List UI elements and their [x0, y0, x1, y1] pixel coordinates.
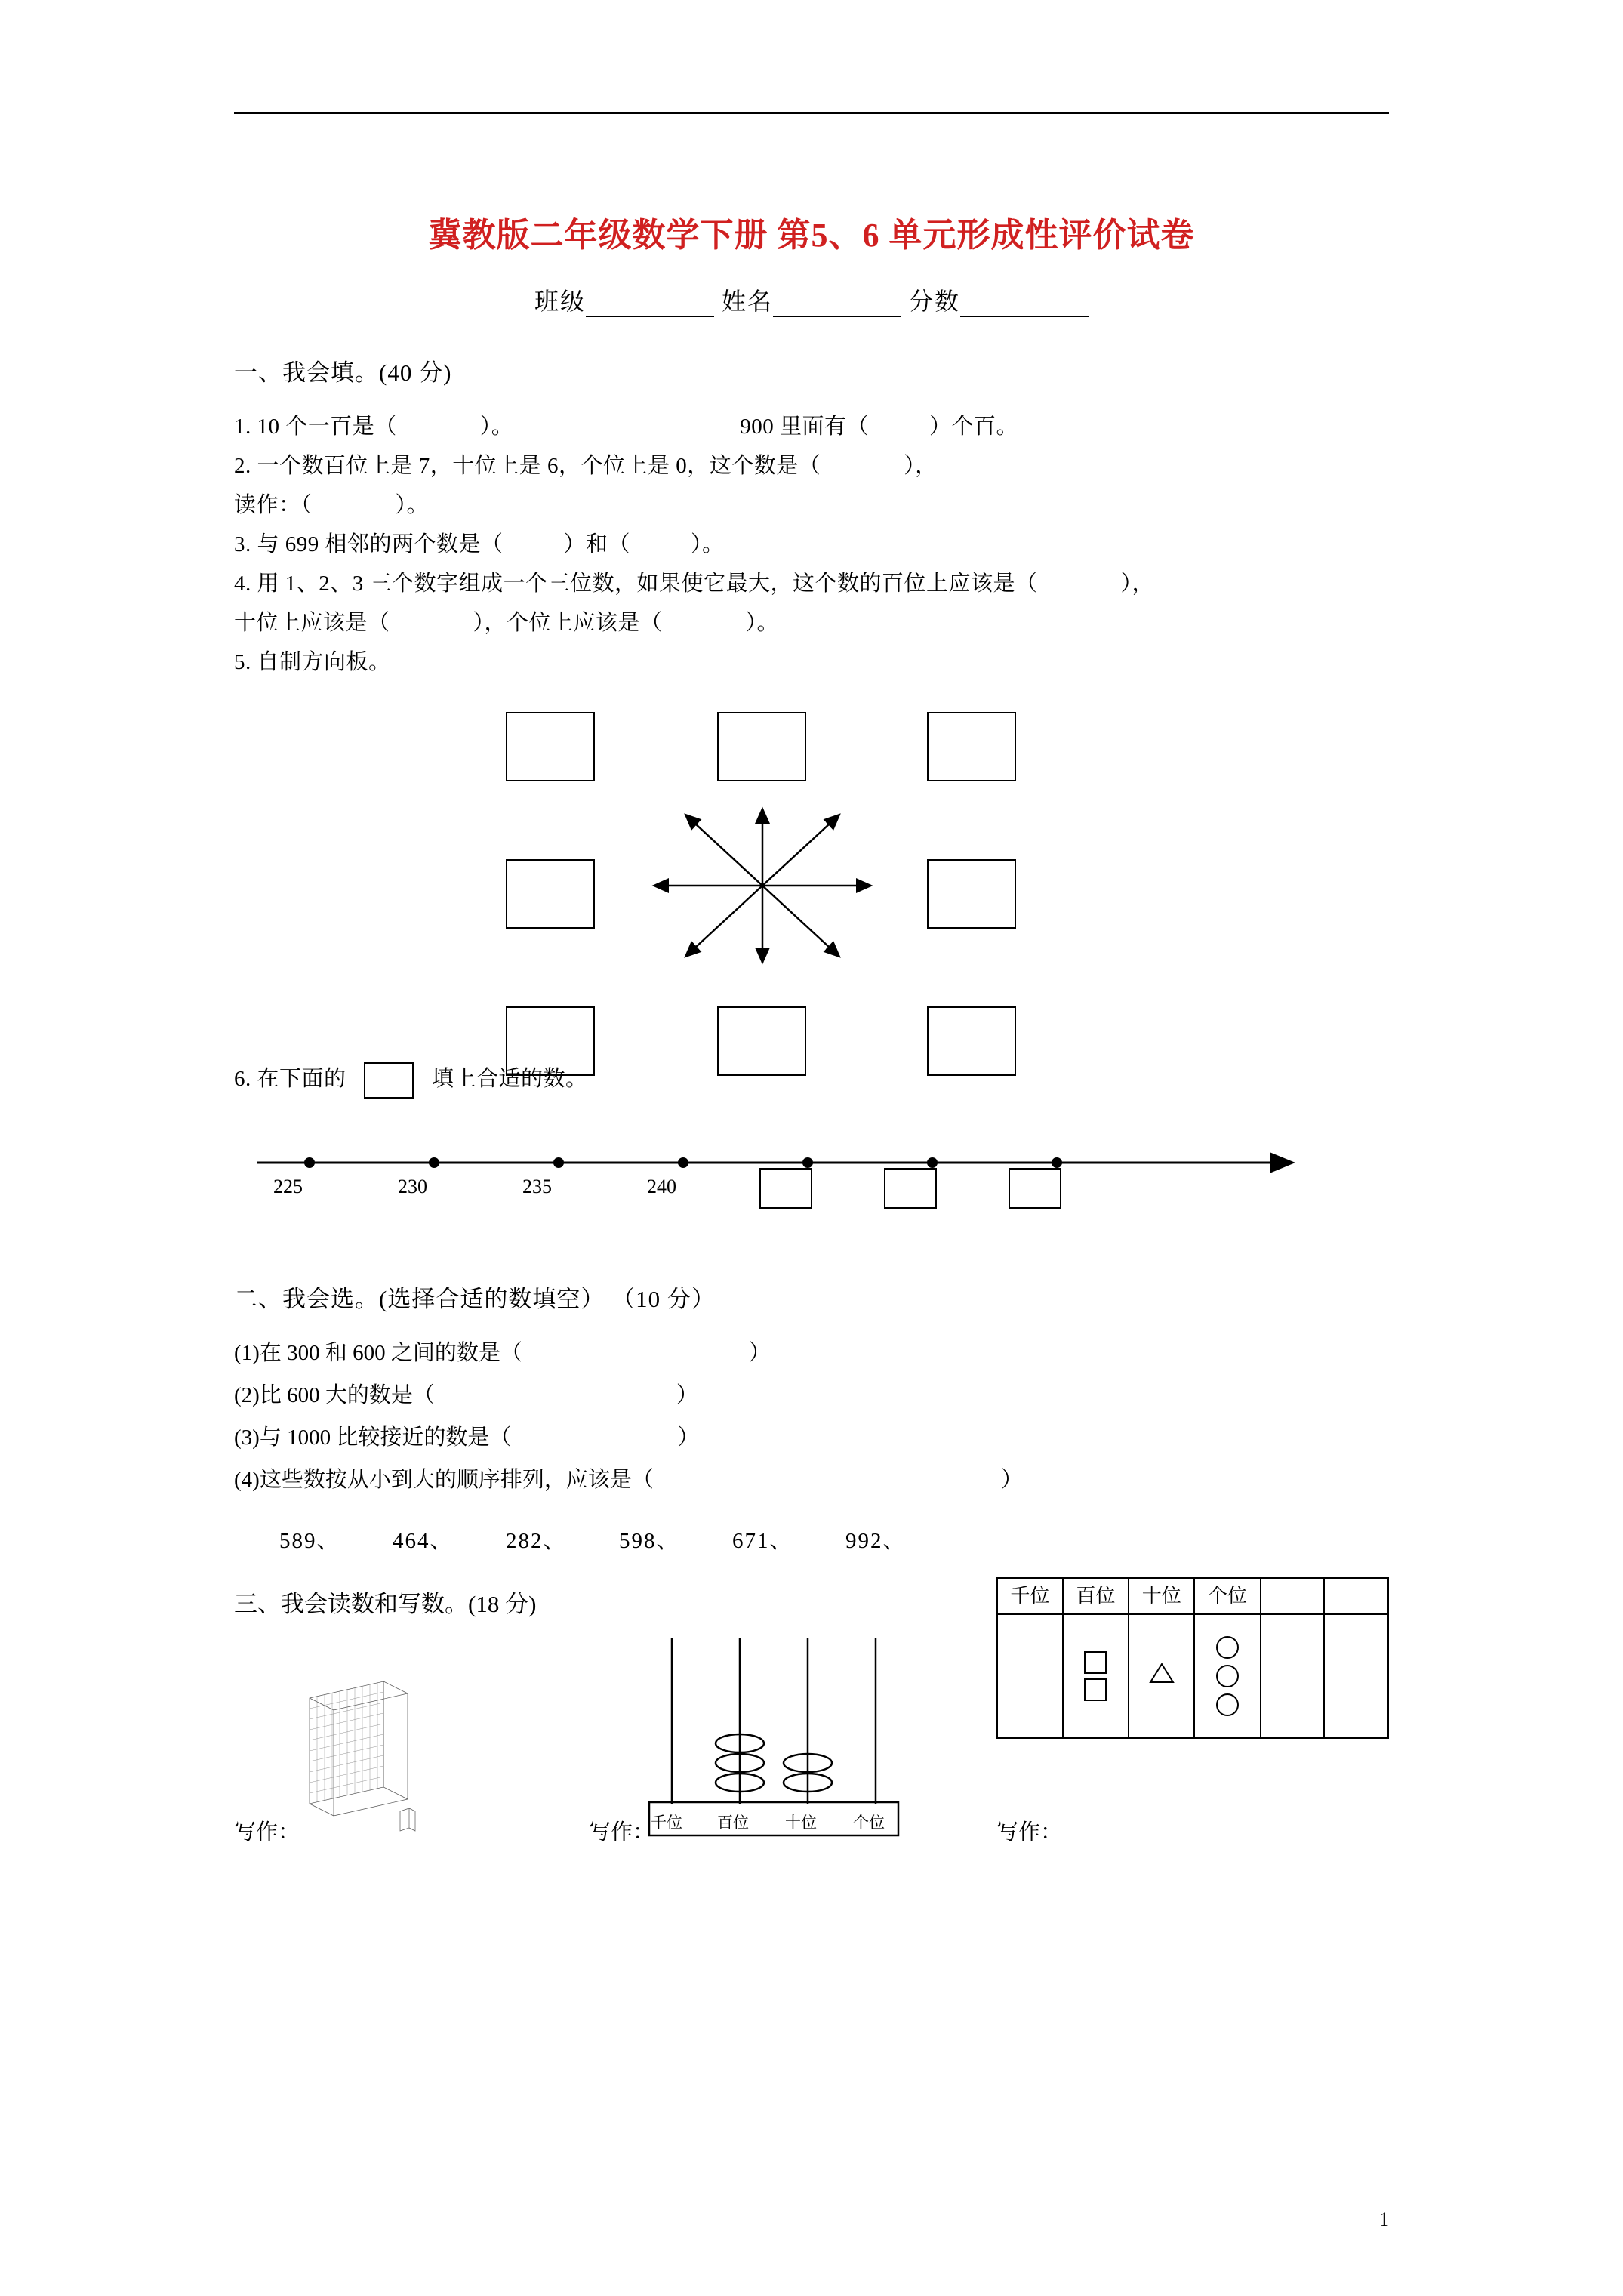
- choice-3-end: ）: [677, 1425, 700, 1450]
- cell-hundreds[interactable]: [1063, 1614, 1129, 1738]
- section-1-heading: 一、我会填。(40 分): [234, 359, 452, 386]
- choice-item-4: [234, 1459, 1389, 1501]
- abacus-label-hundreds: 百位: [717, 1814, 749, 1832]
- board-box-se[interactable]: [927, 1006, 1016, 1076]
- direction-board-diagram: [234, 689, 1389, 1082]
- section-3-heading: 三、我会读数和写数。(18 分): [234, 1591, 537, 1618]
- eight-direction-arrows-icon: [642, 803, 883, 969]
- q1-part-b: 900 里面有（: [740, 415, 870, 439]
- question-1: [234, 407, 1389, 446]
- class-blank[interactable]: [586, 293, 714, 317]
- number-line-answer-box-2[interactable]: [884, 1168, 937, 1209]
- student-info-line: [234, 282, 1389, 317]
- number-line-label-240: 240: [647, 1176, 676, 1198]
- abacus-label-ones: 个位: [853, 1814, 885, 1832]
- choice-item-2: [234, 1374, 1389, 1416]
- place-value-table-grid: [996, 1577, 1389, 1739]
- write-label-1: 写作：: [234, 1820, 300, 1845]
- number-line-answer-box-1[interactable]: [759, 1168, 812, 1209]
- pool-number-2: 464、: [393, 1529, 454, 1554]
- choice-1-end: ）: [748, 1341, 771, 1366]
- number-line-answer-box-3[interactable]: [1009, 1168, 1061, 1209]
- page-number: 1: [1379, 2208, 1389, 2230]
- name-label: 姓名: [721, 288, 773, 315]
- question-3: [234, 525, 1389, 564]
- question-4-line2: [234, 603, 1389, 643]
- q2-part-a: 2. 一个数百位上是 7，十位上是 6，个位上是 0，这个数是（: [234, 454, 821, 478]
- pool-number-5: 671、: [732, 1529, 793, 1554]
- write-label-3: 写作：: [996, 1820, 1063, 1845]
- base-ten-block-icon: [294, 1668, 430, 1841]
- header-rule: [234, 112, 1389, 114]
- table-row-headers: [997, 1578, 1388, 1614]
- q1-part-a-end: ）。: [479, 415, 514, 439]
- q6-part-a: 6. 在下面的: [234, 1067, 346, 1091]
- header-tens: 十位: [1129, 1578, 1194, 1614]
- question-4: [234, 564, 1389, 603]
- q2-part-b-end: ）。: [395, 493, 430, 517]
- choice-item-3: [234, 1416, 1389, 1459]
- place-value-table: [996, 1577, 1389, 1739]
- page-title: 冀教版二年级数学下册 第5、6 单元形成性评价试卷: [428, 217, 1195, 254]
- page-content: [234, 174, 1389, 1902]
- pool-number-6: 992、: [845, 1529, 907, 1554]
- number-line-label-230: 230: [398, 1176, 427, 1198]
- triangle-shape-icon: [1149, 1662, 1175, 1684]
- number-line-label-225: 225: [273, 1176, 303, 1198]
- number-line-label-235: 235: [522, 1176, 552, 1198]
- question-2: [234, 446, 1389, 485]
- name-blank[interactable]: [773, 293, 901, 317]
- q1-part-b-end: ）个百。: [929, 415, 1019, 439]
- cell-ones[interactable]: [1194, 1614, 1260, 1738]
- board-box-sw[interactable]: [506, 1006, 595, 1076]
- header-hundreds: 百位: [1063, 1578, 1129, 1614]
- choice-4-text: (4)这些数按从小到大的顺序排列，应该是（: [234, 1468, 654, 1493]
- board-box-nw[interactable]: [506, 712, 595, 781]
- question-2-line2: [234, 485, 1389, 525]
- abacus-label-tens: 十位: [785, 1814, 817, 1832]
- square-shape-icon: [1084, 1651, 1107, 1674]
- score-label: 分数: [909, 288, 961, 315]
- cell-extra-2[interactable]: [1324, 1614, 1388, 1738]
- cell-extra-1[interactable]: [1261, 1614, 1325, 1738]
- q4-part-a: 4. 用 1、2、3 三个数字组成一个三位数，如果使它最大，这个数的百位上应该是（: [234, 572, 1038, 596]
- q3-mid: ）和（: [563, 532, 631, 556]
- section-3: [234, 1585, 1389, 1902]
- header-extra-1: [1261, 1578, 1325, 1614]
- board-box-ne[interactable]: [927, 712, 1016, 781]
- pool-number-1: 589、: [279, 1529, 340, 1554]
- q4-part-a-end: ），: [1120, 572, 1155, 596]
- choice-1-text: (1)在 300 和 600 之间的数是（: [234, 1341, 522, 1366]
- choice-item-1: [234, 1332, 1389, 1374]
- choice-4-end: ）: [1000, 1468, 1023, 1493]
- board-box-s[interactable]: [717, 1006, 806, 1076]
- q3-part-a: 3. 与 699 相邻的两个数是（: [234, 532, 504, 556]
- q2-part-b: 读作：（: [234, 493, 313, 517]
- q2-part-a-end: ），: [904, 454, 938, 478]
- square-shape-icon: [1084, 1678, 1107, 1701]
- cell-thousands[interactable]: [997, 1614, 1063, 1738]
- circle-shape-icon: [1216, 1636, 1239, 1659]
- number-pool: [234, 1524, 1389, 1555]
- q3-end: ）。: [691, 532, 725, 556]
- choice-2-text: (2)比 600 大的数是（: [234, 1383, 435, 1408]
- board-box-w[interactable]: [506, 859, 595, 929]
- abacus-label-thousands: 千位: [651, 1814, 682, 1832]
- table-row-values: [997, 1614, 1388, 1738]
- board-box-e[interactable]: [927, 859, 1016, 929]
- choice-2-end: ）: [676, 1383, 698, 1408]
- q4-part-b: 十位上应该是（: [234, 611, 390, 635]
- pool-number-4: 598、: [619, 1529, 680, 1554]
- cell-tens[interactable]: [1129, 1614, 1194, 1738]
- q4-part-b-end: ）。: [745, 611, 780, 635]
- choice-3-text: (3)与 1000 比较接近的数是（: [234, 1425, 512, 1450]
- write-label-2: 写作：: [589, 1820, 655, 1845]
- header-thousands: 千位: [997, 1578, 1063, 1614]
- pool-number-3: 282、: [506, 1529, 567, 1554]
- header-ones: 个位: [1194, 1578, 1260, 1614]
- section-2-heading: 二、我会选。(选择合适的数填空） （10 分）: [234, 1286, 716, 1313]
- board-box-n[interactable]: [717, 712, 806, 781]
- abacus-icon: [642, 1630, 959, 1849]
- q6-part-b: 填上合适的数。: [432, 1067, 588, 1091]
- circle-shape-icon: [1216, 1665, 1239, 1687]
- class-label: 班级: [534, 288, 586, 315]
- q4-part-b-mid: ），个位上应该是（: [473, 611, 663, 635]
- header-extra-2: [1324, 1578, 1388, 1614]
- number-line-diagram: [234, 1129, 1389, 1257]
- circle-shape-icon: [1216, 1693, 1239, 1716]
- question-5: 5. 自制方向板。: [234, 650, 391, 674]
- score-blank[interactable]: [960, 293, 1089, 317]
- q1-part-a: 1. 10 个一百是（: [234, 415, 397, 439]
